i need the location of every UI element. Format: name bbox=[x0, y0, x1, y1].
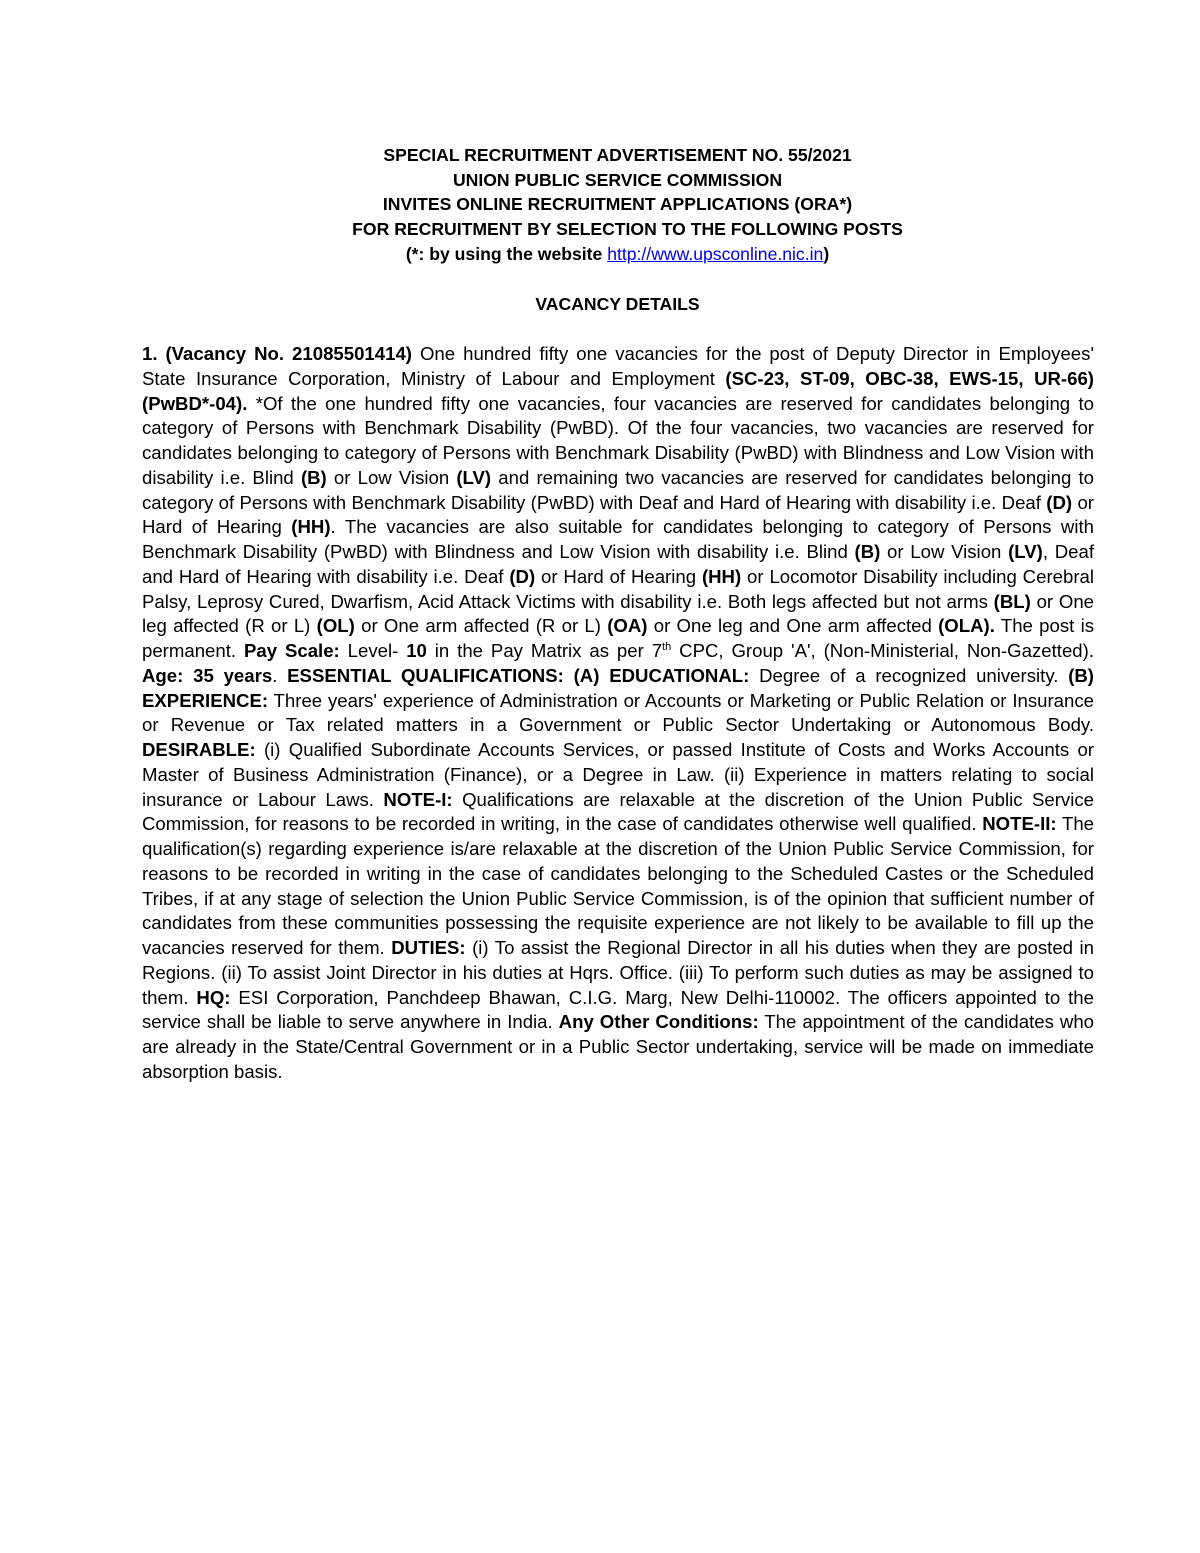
text-segment: One hundred fifty one vacancies for the post of Deputy Director in Employees' State Insurance Corporation, Ministry of Labour and Employment bbox=[142, 343, 1094, 389]
text-segment: Level- bbox=[339, 640, 407, 661]
text-segment: (i) To assist the Regional Director in all his duties when they are posted in Regions. (ii) To assist Joint Director in his duties at Hqrs. Office. (iii) To perform such duties as may be assigned to them. bbox=[142, 937, 1094, 1008]
text-segment: ESI Corporation, Panchdeep Bhawan, C.I.G. Marg, New Delhi-110002. The officers appointed to the service shall be liable to serve anywhere in India. bbox=[142, 986, 1094, 1033]
text-segment: Qualifications are relaxable at the discretion of the Union Public Service Commission, for reasons to be recorded in writing, in the case of candidates otherwise well qualified. bbox=[142, 788, 1094, 835]
text-segment: Three years' experience of Administration or Accounts or Marketing or Public Relation or Insurance or Revenue or Tax related matters in a Government or Public Sector Undertaking or Autonomous Body. bbox=[142, 689, 1094, 736]
desirable-label: DESIRABLE: bbox=[142, 739, 256, 760]
commission-name: UNION PUBLIC SERVICE COMMISSION bbox=[452, 169, 783, 190]
website-note-line bbox=[140, 242, 1095, 267]
bold-code: (LV) bbox=[456, 466, 492, 488]
duties-label: DUTIES: bbox=[391, 937, 466, 958]
text-segment: in the Pay Matrix as per 7 bbox=[426, 640, 663, 661]
bold-code: (B) bbox=[300, 466, 327, 488]
text-segment: . bbox=[272, 664, 288, 686]
reservation-breakup: (SC-23, ST-09, OBC-38, EWS-15, UR-66) (PwBD*-04). bbox=[142, 367, 1094, 414]
website-note-prefix: (*: by using the website bbox=[405, 243, 608, 264]
text-segment: or Low Vision bbox=[326, 466, 457, 488]
bold-code: (LV) bbox=[1008, 541, 1043, 562]
experience-label: (B) EXPERIENCE: bbox=[142, 664, 1094, 711]
pay-scale-label: Pay Scale: bbox=[243, 640, 340, 661]
bold-code: (D) bbox=[1046, 491, 1073, 513]
text-segment: and remaining two vacancies are reserved for candidates belonging to category of Persons with Benchmark Disability (PwBD) with Deaf and Hard of Hearing with disability i.e. Deaf bbox=[142, 466, 1094, 513]
vacancy-number: 1. (Vacancy No. 21085501414) bbox=[142, 343, 412, 364]
website-note-suffix: ) bbox=[823, 243, 830, 264]
recruitment-purpose-line: FOR RECRUITMENT BY SELECTION TO THE FOLLOWING POSTS bbox=[352, 219, 903, 240]
text-segment: Degree of a recognized university. bbox=[749, 664, 1069, 686]
bold-code: (B) bbox=[854, 541, 881, 562]
bold-code: (OL) bbox=[316, 615, 355, 637]
text-segment: *Of the one hundred fifty one vacancies, four vacancies are reserved for candidates belonging to category of Persons with Benchmark Disability (PwBD). Of the four vacancies, two vacancies are reserved for candidates belonging to category of Persons with Benchmark Disability (PwBD) with Blindness and Low Vision with disability i.e. Blind bbox=[142, 392, 1094, 488]
note-i-label: NOTE-I: bbox=[383, 788, 453, 810]
bold-code: (HH) bbox=[701, 565, 742, 587]
text-segment: The appointment of the candidates who are already in the State/Central Government or in a Public Sector undertaking, service will be made on immediate absorption basis. bbox=[142, 1011, 1094, 1082]
bold-code: (BL) bbox=[993, 590, 1031, 612]
text-segment: or One leg and One arm affected bbox=[647, 615, 939, 637]
text-segment: or Locomotor Disability including Cerebral Palsy, Leprosy Cured, Dwarfism, Acid Attack Victims with disability i.e. Both legs affected but not arms bbox=[142, 565, 1094, 612]
text-segment: or Low Vision bbox=[880, 541, 1009, 562]
superscript-th: th bbox=[662, 640, 672, 653]
text-segment: or Hard of Hearing bbox=[142, 491, 1094, 538]
note-ii-label: NOTE-II: bbox=[982, 813, 1057, 835]
text-segment: , Deaf and Hard of Hearing with disability i.e. Deaf bbox=[142, 541, 1094, 587]
bold-code: (OLA). bbox=[938, 615, 995, 637]
vacancy-paragraph bbox=[142, 342, 1094, 1085]
invitation-line: INVITES ONLINE RECRUITMENT APPLICATIONS (ORA*) bbox=[382, 194, 853, 215]
text-segment: or One leg affected (R or L) bbox=[142, 590, 1094, 637]
essential-qualifications-label: ESSENTIAL QUALIFICATIONS: (A) EDUCATIONAL: bbox=[287, 664, 750, 686]
advertisement-header bbox=[140, 143, 1095, 267]
text-segment: or One arm affected (R or L) bbox=[354, 615, 608, 637]
bold-code: (OA) bbox=[607, 615, 648, 637]
text-segment: The post is permanent. bbox=[142, 615, 1094, 661]
text-segment: CPC, Group 'A', (Non-Ministerial, Non-Gazetted). bbox=[671, 640, 1094, 661]
age-limit: Age: 35 years bbox=[142, 664, 273, 686]
bold-code: (HH) bbox=[291, 516, 331, 538]
text-segment: The qualification(s) regarding experience is/are relaxable at the discretion of the Union Public Service Commission, for reasons to be recorded in writing in the case of candidates belonging to the Scheduled Castes or the Scheduled Tribes, if at any stage of selection the Union Public Service Commission, is of the opinion that sufficient number of candidates from these communities possessing the requisite experience are not likely to be available to fill up the vacancies reserved for them. bbox=[142, 813, 1094, 958]
bold-code: (D) bbox=[509, 565, 536, 587]
upsc-website-link[interactable]: http://www.upsconline.nic.in bbox=[607, 243, 824, 264]
section-title-vacancy-details: VACANCY DETAILS bbox=[535, 294, 700, 314]
text-segment: or Hard of Hearing bbox=[535, 565, 702, 587]
pay-level-value: 10 bbox=[406, 640, 427, 661]
hq-label: HQ: bbox=[196, 986, 231, 1008]
text-segment: (i) Qualified Subordinate Accounts Services, or passed Institute of Costs and Works Accounts or Master of Business Administration (Finance), or a Degree in Law. (ii) Experience in matters relating to social insurance or Labour Laws. bbox=[142, 739, 1094, 810]
text-segment: . The vacancies are also suitable for candidates belonging to category of Persons with Benchmark Disability (PwBD) with Blindness and Low Vision with disability i.e. Blind bbox=[142, 516, 1095, 562]
other-conditions-label: Any Other Conditions: bbox=[558, 1011, 759, 1033]
advertisement-number-title: SPECIAL RECRUITMENT ADVERTISEMENT NO. 55/2021 bbox=[383, 145, 852, 165]
